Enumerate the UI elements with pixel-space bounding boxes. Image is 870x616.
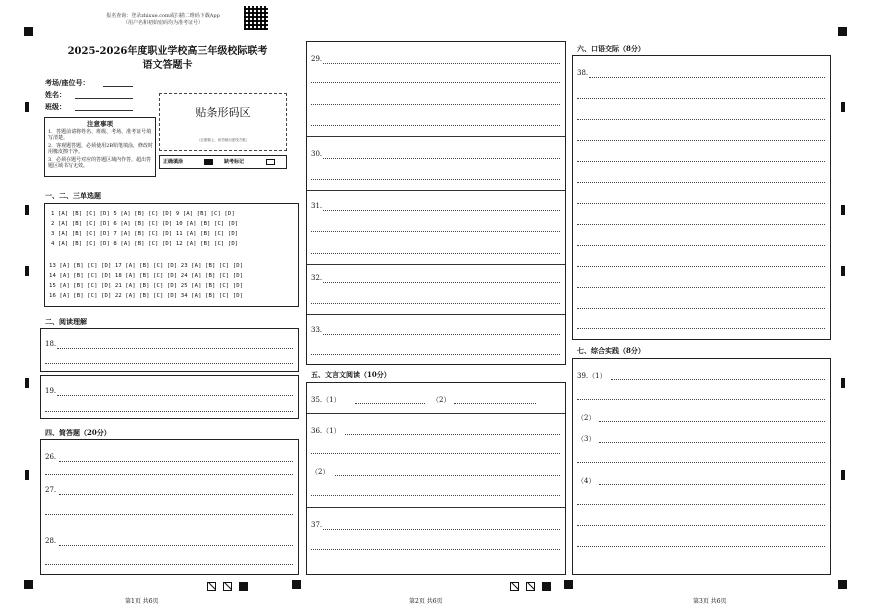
answer-box-q38: [572, 55, 831, 340]
choice-answer-box: [44, 203, 299, 307]
timing-mark: [841, 205, 845, 215]
question-number: 38.: [577, 69, 589, 77]
page-footer-2: 第2页 共6页: [409, 598, 443, 605]
registration-mark-bm2: [564, 580, 573, 589]
answer-box-q18: [40, 328, 299, 372]
class-label: 班级：: [45, 102, 66, 111]
answer-line[interactable]: [577, 266, 825, 267]
answer-line[interactable]: [311, 231, 560, 232]
answer-line[interactable]: [589, 77, 825, 78]
question-subpart: （3）: [577, 435, 596, 443]
question-subpart: （2）: [577, 414, 596, 422]
exam-seat-field[interactable]: [103, 86, 133, 87]
qr-code-icon: [244, 6, 268, 30]
answer-line[interactable]: [577, 287, 825, 288]
page-marker-filled: [542, 582, 551, 591]
answer-line[interactable]: [577, 140, 825, 141]
answer-line[interactable]: [454, 403, 536, 404]
choice-row[interactable]: 1 [A] [B] [C] [D] 5 [A] [B] [C] [D] 9 [A] [B] [C] [D]: [51, 211, 235, 217]
correct-fill-sample-icon: [204, 159, 213, 165]
choice-row[interactable]: 4 [A] [B] [C] [D] 8 [A] [B] [C] [D] 12 [A] [B] [C] [D]: [51, 241, 239, 247]
timing-mark: [25, 378, 29, 388]
question-divider: [307, 264, 565, 265]
question-number: 29.: [311, 55, 323, 63]
choice-row[interactable]: 14 [A] [B] [C] [D] 18 [A] [B] [C] [D] 24 [A] [B] [C] [D]: [49, 273, 244, 279]
timing-mark: [25, 102, 29, 112]
answer-line[interactable]: [45, 474, 293, 475]
answer-line[interactable]: [323, 282, 560, 283]
page-footer-3: 第3页 共6页: [693, 598, 727, 605]
timing-mark: [25, 205, 29, 215]
answer-line[interactable]: [311, 179, 560, 180]
absent-mark-checkbox[interactable]: [266, 159, 275, 165]
answer-line[interactable]: [577, 98, 825, 99]
answer-line[interactable]: [611, 379, 825, 380]
question-divider: [307, 507, 565, 508]
choice-row[interactable]: 15 [A] [B] [C] [D] 21 [A] [B] [C] [D] 25 [A] [B] [C] [D]: [49, 283, 244, 289]
question-divider: [307, 413, 565, 414]
answer-line[interactable]: [311, 549, 560, 550]
question-number: 32.: [311, 274, 323, 282]
question-number: 30.: [311, 150, 323, 158]
question-subpart: （2）: [432, 396, 451, 404]
notes-item-1: 1．答题前请将姓名、班级、考场、准考证号填写清楚。: [48, 129, 152, 141]
question-number: 37.: [311, 521, 323, 529]
answer-line[interactable]: [577, 308, 825, 309]
name-label: 姓名：: [45, 90, 66, 99]
name-field[interactable]: [75, 98, 133, 99]
registration-mark-tr: [838, 27, 847, 36]
notes-item-2: 2．客观题答题，必须使用2B铅笔填涂，修改时用橡皮擦干净。: [48, 143, 154, 155]
answer-line[interactable]: [323, 529, 560, 530]
answer-box-q35-37: [306, 382, 566, 575]
fill-legend: [159, 155, 287, 169]
answer-box-q39: [572, 358, 831, 575]
timing-mark: [841, 102, 845, 112]
timing-mark: [841, 470, 845, 480]
answer-line[interactable]: [311, 354, 560, 355]
answer-line[interactable]: [311, 453, 560, 454]
answer-box-q29-33: [306, 41, 566, 365]
timing-mark: [25, 266, 29, 276]
class-field[interactable]: [75, 110, 133, 111]
question-number: 36.（1）: [311, 427, 341, 435]
page-marker-filled: [239, 582, 248, 591]
answer-line[interactable]: [577, 504, 825, 505]
answer-line[interactable]: [323, 334, 560, 335]
question-subpart: （2）: [311, 468, 330, 476]
registration-mark-bm1: [292, 580, 301, 589]
choice-row[interactable]: 2 [A] [B] [C] [D] 6 [A] [B] [C] [D] 10 [A] [B] [C] [D]: [51, 221, 239, 227]
answer-box-q19: [40, 375, 299, 419]
page-marker-icon: [526, 582, 535, 591]
answer-line[interactable]: [59, 461, 293, 462]
section-title-choice: 一、二、三单选题: [45, 191, 101, 200]
question-number: 27.: [45, 486, 57, 494]
answer-line[interactable]: [59, 545, 293, 546]
answer-line[interactable]: [57, 395, 293, 396]
answer-line[interactable]: [311, 104, 560, 105]
section-title-reading: 二、阅读理解: [45, 317, 87, 326]
answer-line[interactable]: [345, 434, 560, 435]
page-marker-icon: [510, 582, 519, 591]
answer-line[interactable]: [355, 403, 425, 404]
registration-mark-br: [838, 580, 847, 589]
answer-line[interactable]: [577, 328, 825, 329]
page-footer-1: 第1页 共6页: [125, 598, 159, 605]
header-notice-line2: （用户名和初始密码均为准考证号）: [122, 20, 203, 26]
barcode-label: 贴条形码区: [195, 106, 251, 119]
exam-seat-label: 考场/座位号：: [45, 78, 90, 87]
choice-row[interactable]: 3 [A] [B] [C] [D] 7 [A] [B] [C] [D] 11 [A] [B] [C] [D]: [51, 231, 239, 237]
question-number: 18.: [45, 340, 57, 348]
choice-row[interactable]: 13 [A] [B] [C] [D] 17 [A] [B] [C] [D] 23 [A] [B] [C] [D]: [49, 263, 244, 269]
question-divider: [307, 136, 565, 137]
answer-line[interactable]: [323, 158, 560, 159]
answer-line[interactable]: [45, 514, 293, 515]
notes-box: [44, 117, 156, 177]
answer-line[interactable]: [45, 363, 293, 364]
answer-line[interactable]: [311, 303, 560, 304]
registration-mark-bl: [24, 580, 33, 589]
notes-item-3: 3．必须在题号对应的答题区域内作答，超出答题区域书写无效。: [48, 157, 152, 169]
page-title: 2025-2026年度职业学校高三年级校际联考: [67, 46, 268, 57]
page-marker-icon: [207, 582, 216, 591]
barcode-note: （正面朝上，切勿贴出虚线方框）: [196, 138, 250, 142]
answer-line[interactable]: [335, 475, 560, 476]
answer-line[interactable]: [599, 442, 825, 443]
question-divider: [307, 190, 565, 191]
page-subtitle: 语文答题卡: [142, 60, 193, 71]
registration-mark-tl: [24, 27, 33, 36]
answer-line[interactable]: [577, 245, 825, 246]
notes-title: 注意事项: [87, 120, 113, 128]
answer-line[interactable]: [311, 125, 560, 126]
answer-line[interactable]: [599, 484, 825, 485]
question-subpart: （4）: [577, 477, 596, 485]
question-number: 28.: [45, 537, 57, 545]
answer-box-q26-28: [40, 439, 299, 575]
answer-line[interactable]: [311, 495, 560, 496]
answer-line[interactable]: [311, 82, 560, 83]
correct-fill-label: 正确填涂: [163, 159, 184, 165]
section-title-practice: 七、综合实践（8分）: [577, 346, 645, 355]
answer-line[interactable]: [59, 494, 293, 495]
timing-mark: [25, 470, 29, 480]
question-divider: [307, 314, 565, 315]
answer-line[interactable]: [577, 161, 825, 162]
answer-line[interactable]: [577, 546, 825, 547]
question-number: 19.: [45, 387, 57, 395]
answer-line[interactable]: [577, 203, 825, 204]
question-number: 39.（1）: [577, 372, 607, 380]
page-marker-icon: [223, 582, 232, 591]
answer-line[interactable]: [577, 525, 825, 526]
barcode-area: [159, 93, 287, 151]
section-title-oral: 六、口语交际（8分）: [577, 44, 645, 53]
answer-line[interactable]: [577, 182, 825, 183]
answer-line[interactable]: [57, 348, 293, 349]
section-title-short-answer: 四、简答题（20分）: [45, 428, 111, 437]
answer-line[interactable]: [577, 119, 825, 120]
answer-line[interactable]: [577, 462, 825, 463]
question-number: 31.: [311, 202, 323, 210]
section-title-classical-chinese: 五、文言文阅读（10分）: [311, 370, 391, 379]
answer-line[interactable]: [577, 224, 825, 225]
question-number: 26.: [45, 453, 57, 461]
header-notice-line1: 报名查询：登录zhixue.com或扫描二维码下载App: [106, 13, 220, 19]
answer-line[interactable]: [323, 210, 560, 211]
answer-line[interactable]: [45, 411, 293, 412]
answer-line[interactable]: [323, 63, 560, 64]
answer-line[interactable]: [311, 253, 560, 254]
choice-row[interactable]: 16 [A] [B] [C] [D] 22 [A] [B] [C] [D] 34 [A] [B] [C] [D]: [49, 293, 244, 299]
absent-mark-label: 缺考标记: [224, 159, 245, 165]
answer-line[interactable]: [577, 399, 825, 400]
question-number: 33.: [311, 326, 323, 334]
answer-line[interactable]: [599, 421, 825, 422]
question-number: 35.（1）: [311, 396, 341, 404]
timing-mark: [841, 378, 845, 388]
timing-mark: [841, 266, 845, 276]
answer-line[interactable]: [45, 564, 293, 565]
